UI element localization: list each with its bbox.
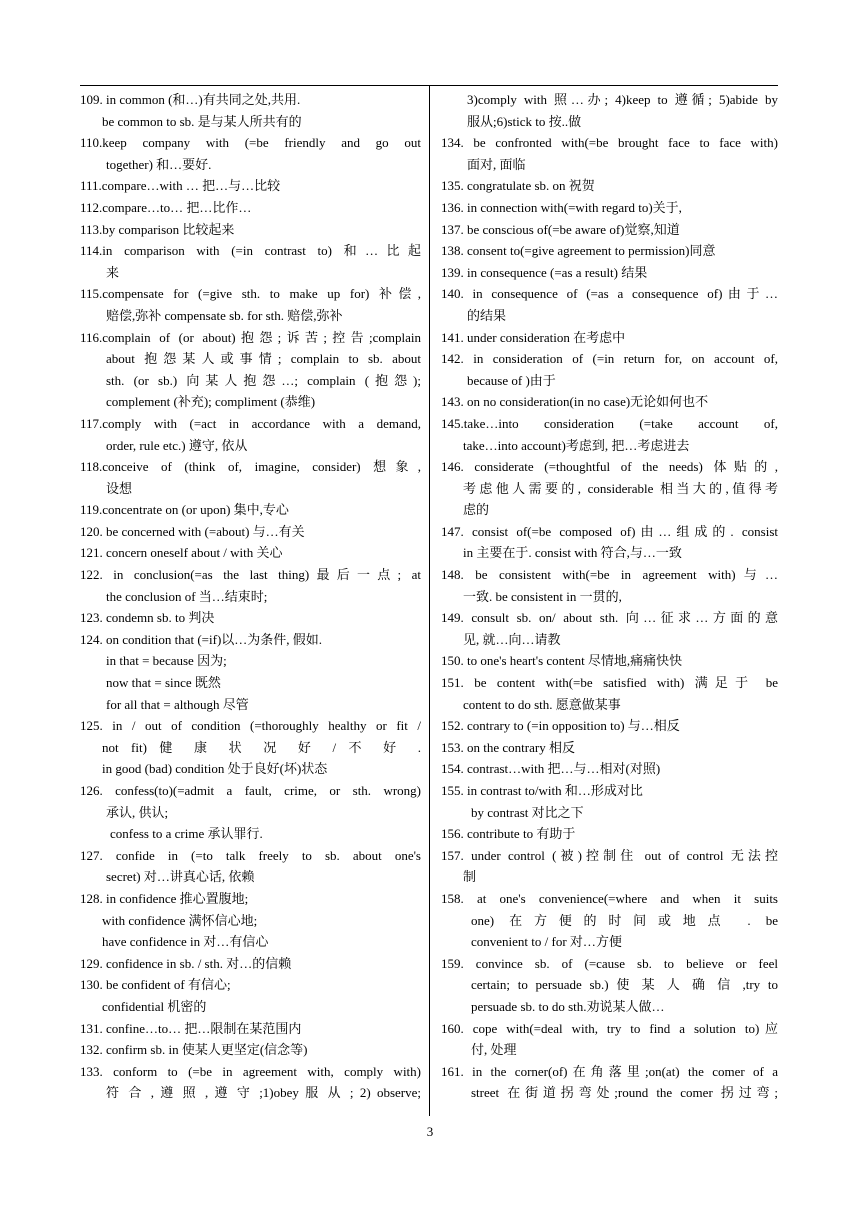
phrase-entry bbox=[80, 1018, 421, 1040]
entry-line: one) 在方便的时间或地点 . be bbox=[471, 912, 778, 928]
entry-line: confidential 机密的 bbox=[102, 998, 207, 1014]
entry-line: 120. be concerned with (=about) 与…有关 bbox=[80, 523, 305, 539]
phrase-entry bbox=[441, 1061, 778, 1104]
entry-line: 129. confidence in sb. / sth. 对…的信赖 bbox=[80, 955, 292, 971]
entry-line: 133. conform to (=be in agreement with, comply with) bbox=[80, 1063, 421, 1079]
page-number: 3 bbox=[426, 1124, 434, 1139]
entry-line: 161. in the corner(of)在角落里;on(at) the comer of a bbox=[441, 1063, 778, 1079]
phrase-entry bbox=[80, 413, 421, 456]
entry-line: in that = because 因为; bbox=[106, 653, 227, 669]
phrase-entry bbox=[80, 607, 421, 629]
entry-line: 承认, 供认; bbox=[106, 804, 169, 820]
entry-line: 付, 处理 bbox=[471, 1042, 517, 1058]
phrase-entry bbox=[441, 650, 778, 672]
phrase-entry bbox=[80, 1039, 421, 1061]
entry-line: 113.by comparison 比较起来 bbox=[80, 221, 235, 237]
entry-line: secret) 对…讲真心话, 依赖 bbox=[106, 869, 255, 885]
entry-line: 140. in consequence of (=as a consequence of)由于… bbox=[441, 286, 778, 302]
entry-line: content to do sth. 愿意做某事 bbox=[463, 696, 621, 712]
entry-line: 一致. be consistent in 一贯的, bbox=[463, 588, 622, 604]
entry-line: 142. in consideration of (=in return for, on account of, bbox=[441, 351, 778, 367]
phrase-entry bbox=[80, 629, 421, 715]
phrase-entry bbox=[441, 262, 778, 284]
entry-line: 143. on no consideration(in no case)无论如何也不 bbox=[441, 394, 709, 410]
phrase-entry bbox=[441, 327, 778, 349]
phrase-entry bbox=[80, 564, 421, 607]
entry-line: 126. confess(to)(=admit a fault, crime, or sth. wrong) bbox=[80, 783, 421, 798]
phrase-entry bbox=[441, 737, 778, 759]
phrase-entry bbox=[80, 327, 421, 413]
phrase-entry bbox=[80, 175, 421, 197]
entry-line: in 主要在于. consist with 符合,与…一致 bbox=[463, 545, 682, 561]
entry-line: confess to a crime 承认罪行. bbox=[110, 826, 263, 842]
entry-line: 118.conceive of (think of, imagine, consider) 想象, bbox=[80, 459, 421, 475]
entry-line: 3)comply with 照…办; 4)keep to 遵循; 5)abide by bbox=[467, 92, 778, 107]
entry-line: 147. consist of(=be composed of)由…组成的. consist bbox=[441, 523, 778, 539]
phrase-entry bbox=[441, 348, 778, 391]
entry-line: 115.compensate for (=give sth. to make up for) 补偿, bbox=[80, 286, 421, 302]
phrase-entry bbox=[441, 953, 778, 1018]
entry-line: convenient to / for 对…方便 bbox=[471, 934, 622, 950]
entry-line: 121. concern oneself about / with 关心 bbox=[80, 545, 283, 561]
phrase-entry bbox=[80, 521, 421, 543]
entry-line: 109. in common (和…)有共同之处,共用. bbox=[80, 92, 301, 107]
entry-line: persuade sb. to do sth.劝说某人做… bbox=[471, 998, 665, 1014]
phrase-entry bbox=[80, 132, 421, 175]
phrase-entry bbox=[441, 89, 778, 132]
entry-line: 153. on the contrary 相反 bbox=[441, 739, 575, 755]
entry-line: 虑的 bbox=[463, 502, 490, 518]
phrase-entry bbox=[80, 715, 421, 780]
phrase-entry bbox=[80, 89, 421, 132]
phrase-entry bbox=[441, 456, 778, 521]
entry-line: 117.comply with (=act in accordance with a demand, bbox=[80, 415, 421, 431]
entry-line: street 在街道拐弯处;round the comer 拐过弯; bbox=[471, 1085, 778, 1101]
entry-line: 146. considerate (=thoughtful of the needs) 体贴的, bbox=[441, 459, 778, 475]
phrase-entry bbox=[441, 672, 778, 715]
entry-line: 125. in / out of condition (=thoroughly healthy or fit / bbox=[80, 718, 421, 734]
entry-line: 赔偿,弥补 compensate sb. for sth. 赔偿,弥补 bbox=[106, 307, 343, 323]
entry-line: 110.keep company with (=be friendly and go out bbox=[80, 135, 421, 151]
entry-line: 服从;6)stick to 按..做 bbox=[467, 113, 582, 129]
entry-line: be common to sb. 是与某人所共有的 bbox=[102, 113, 302, 129]
entry-line: 131. confine…to… 把…限制在某范围内 bbox=[80, 1020, 302, 1036]
entry-line: 114.in comparison with (=in contrast to) 和…比起 bbox=[80, 243, 421, 259]
entry-line: 见, 就…向…请教 bbox=[463, 631, 561, 647]
right-column bbox=[441, 89, 778, 1104]
entry-line: 124. on condition that (=if)以…为条件, 假如. bbox=[80, 631, 323, 647]
phrase-entry bbox=[441, 175, 778, 197]
entry-line: 152. contrary to (=in opposition to) 与…相反 bbox=[441, 718, 680, 734]
entry-line: 制 bbox=[463, 869, 477, 885]
entry-line: 面对, 面临 bbox=[467, 156, 526, 172]
phrase-entry bbox=[80, 953, 421, 975]
phrase-entry bbox=[441, 132, 778, 175]
entry-line: order, rule etc.) 遵守, 依从 bbox=[106, 437, 248, 453]
phrase-entry bbox=[80, 240, 421, 283]
entry-line: 123. condemn sb. to 判决 bbox=[80, 610, 215, 626]
phrase-entry bbox=[80, 219, 421, 241]
left-column bbox=[80, 89, 421, 1104]
entry-line: the conclusion of 当…结束时; bbox=[106, 588, 268, 604]
phrase-entry bbox=[80, 845, 421, 888]
phrase-entry bbox=[441, 413, 778, 456]
entry-line: 160. cope with(=deal with, try to find a solution to)应 bbox=[441, 1020, 778, 1036]
entry-line: 132. confirm sb. in 使某人更坚定(信念等) bbox=[80, 1042, 308, 1058]
entry-line: 141. under consideration 在考虑中 bbox=[441, 329, 626, 345]
entry-line: 130. be confident of 有信心; bbox=[80, 977, 231, 993]
entry-line: 156. contribute to 有助于 bbox=[441, 826, 576, 842]
phrase-entry bbox=[441, 283, 778, 326]
phrase-entry bbox=[441, 219, 778, 241]
phrase-entry bbox=[441, 1018, 778, 1061]
entry-line: 149. consult sb. on/ about sth. 向…征求…方面的意 bbox=[441, 610, 778, 626]
entry-line: 考虑他人需要的, considerable 相当大的,值得考 bbox=[463, 480, 778, 496]
phrase-entry bbox=[80, 499, 421, 521]
entry-line: 111.compare…with … 把…与…比较 bbox=[80, 178, 281, 194]
entry-line: in good (bad) condition 处于良好(坏)状态 bbox=[102, 761, 328, 777]
phrase-entry bbox=[80, 888, 421, 953]
phrase-entry bbox=[441, 888, 778, 953]
entry-line: 138. consent to(=give agreement to permission)同意 bbox=[441, 243, 716, 259]
entry-line: 150. to one's heart's content 尽情地,痛痛快快 bbox=[441, 653, 683, 669]
entry-line: certain; to persuade sb.) 使 某 人 确 信 ,try to bbox=[471, 977, 778, 993]
entry-line: 136. in connection with(=with regard to)关于, bbox=[441, 199, 682, 215]
entry-line: 148. be consistent with(=be in agreement with)与… bbox=[441, 567, 778, 583]
entry-line: 设想 bbox=[106, 480, 133, 496]
phrase-entry bbox=[80, 197, 421, 219]
entry-line: 符 合 , 遵 照 , 遵 守 ;1)obey 服 从 ; 2) observe; bbox=[106, 1085, 421, 1101]
phrase-entry bbox=[80, 974, 421, 1017]
phrase-entry bbox=[441, 391, 778, 413]
entry-line: 来 bbox=[106, 264, 120, 280]
entry-line: 157. under control (被)控制住 out of control 无法控 bbox=[441, 847, 778, 863]
entry-line: 158. at one's convenience(=where and when it suits bbox=[441, 890, 778, 906]
phrase-entry bbox=[441, 758, 778, 780]
entry-line: with confidence 满怀信心地; bbox=[102, 912, 258, 928]
entry-line: now that = since 既然 bbox=[106, 675, 221, 691]
entry-line: complement (补充); compliment (恭维) bbox=[106, 394, 316, 410]
entry-line: about 抱怨某人或事情; complain to sb. about bbox=[106, 351, 421, 367]
phrase-entry bbox=[441, 240, 778, 262]
entry-line: take…into account)考虑到, 把…考虑进去 bbox=[463, 437, 690, 453]
phrase-entry bbox=[80, 542, 421, 564]
column-divider bbox=[429, 86, 430, 1116]
entry-line: 122. in conclusion(=as the last thing)最后一点; at bbox=[80, 567, 421, 583]
entry-line: 135. congratulate sb. on 祝贺 bbox=[441, 178, 595, 194]
phrase-entry bbox=[441, 780, 778, 823]
entry-line: 151. be content with(=be satisfied with) 满足于 be bbox=[441, 675, 778, 691]
entry-line: 145.take…into consideration (=take account of, bbox=[441, 415, 778, 431]
entry-line: 154. contrast…with 把…与…相对(对照) bbox=[441, 761, 661, 777]
phrase-entry bbox=[441, 521, 778, 564]
entry-line: 127. confide in (=to talk freely to sb. about one's bbox=[80, 847, 421, 863]
phrase-entry bbox=[441, 564, 778, 607]
entry-line: 134. be confronted with(=be brought face to face with) bbox=[441, 135, 778, 151]
entry-line: 128. in confidence 推心置腹地; bbox=[80, 890, 249, 906]
phrase-entry bbox=[441, 715, 778, 737]
entry-line: 155. in contrast to/with 和…形成对比 bbox=[441, 783, 643, 798]
phrase-entry bbox=[441, 823, 778, 845]
entry-line: by contrast 对比之下 bbox=[471, 804, 584, 820]
phrase-entry bbox=[80, 1061, 421, 1104]
phrase-entry bbox=[80, 780, 421, 845]
phrase-entry bbox=[80, 283, 421, 326]
phrase-entry bbox=[441, 607, 778, 650]
entry-line: 159. convince sb. of (=cause sb. to believe or feel bbox=[441, 955, 778, 971]
entry-line: 的结果 bbox=[467, 307, 507, 323]
entry-line: for all that = although 尽管 bbox=[106, 696, 249, 712]
entry-line: sth. (or sb.) 向某人抱怨…; complain (抱怨); bbox=[106, 372, 421, 388]
phrase-entry bbox=[441, 845, 778, 888]
entry-line: 119.concentrate on (or upon) 集中,专心 bbox=[80, 502, 289, 518]
entry-line: because of )由于 bbox=[467, 372, 556, 388]
entry-line: not fit) 健 康 状 况 好 / 不 好 . bbox=[102, 739, 421, 755]
entry-line: 137. be conscious of(=be aware of)觉察,知道 bbox=[441, 221, 680, 237]
entry-line: 139. in consequence (=as a result) 结果 bbox=[441, 264, 648, 280]
entry-line: have confidence in 对…有信心 bbox=[102, 934, 269, 950]
entry-line: 116.complain of (or about)抱怨;诉苦;控告;complain bbox=[80, 329, 421, 345]
entry-line: together) 和…要好. bbox=[106, 156, 212, 172]
phrase-entry bbox=[441, 197, 778, 219]
phrase-entry bbox=[80, 456, 421, 499]
entry-line: 112.compare…to… 把…比作… bbox=[80, 199, 252, 215]
